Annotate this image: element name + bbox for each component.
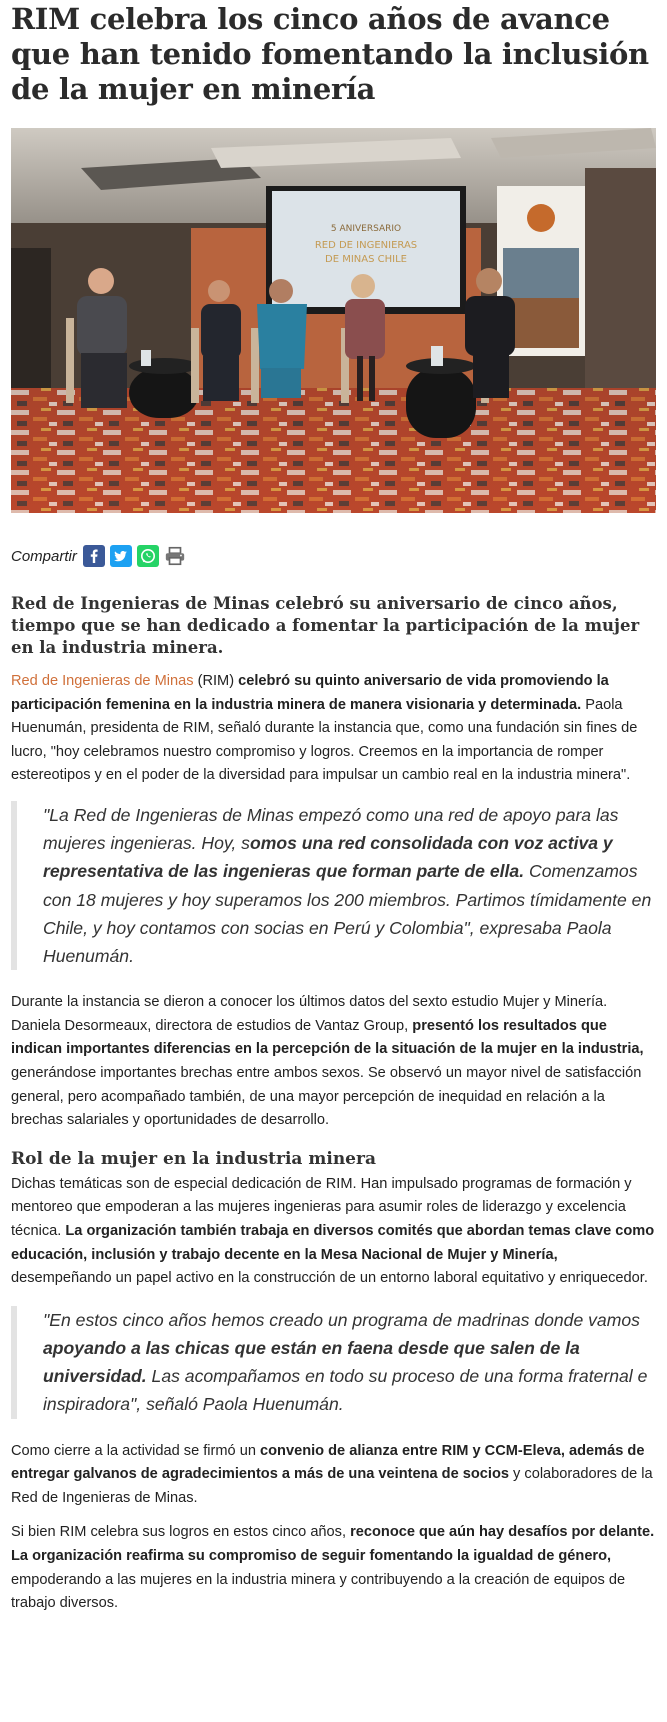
quote-2: "En estos cinco años hemos creado un programa de madrinas donde vamos apoyando a las chicas que están en faena desde que salen de la universidad. Las acompañamos en todo su proceso de una forma fraternal e inspiradora", señaló Paola Huenumán. [11, 1306, 656, 1419]
paragraph-3: Dichas temáticas son de especial dedicación de RIM. Han impulsado programas de formación y mentoreo que empoderan a las mujeres ingenieras para asumir roles de liderazgo y excelencia técnica. La organización también trabaja en diversos comités que abordan temas clave como educación, inclusión y trabajo decente en la Mesa Nacional de Mujer y Minería, desempeñando un papel activo en la construcción de un entorno laboral equitativo y enriquecedor. [11, 1175, 655, 1287]
article-lead: Red de Ingenieras de Minas celebró su aniversario de cinco años, tiempo que se han dedicado a fomentar la participación de la mujer en la industria minera. [11, 594, 640, 657]
paragraph-4: Como cierre a la actividad se firmó un convenio de alianza entre RIM y CCM-Eleva, además de entregar galvanos de agradecimientos a más de una veintena de socios y colaboradores de la Red de Ingenieras de Minas. [11, 1442, 653, 1506]
paragraph-1: Red de Ingenieras de Minas (RIM) celebró su quinto aniversario de vida promoviendo la participación femenina en la industria minera de manera visionaria y determinada. Paola Huenumán, presidenta de RIM, señaló durante la instancia que, como una fundación sin fines de lucro, "hoy celebramos nuestro compromiso y logros. Creemos en la importancia de romper estereotipos y en el poder de la diversidad para impulsar un cambio real en la industria minera". [11, 673, 638, 784]
screen-text-3: DE MINAS CHILE [325, 254, 407, 265]
screen-text-2: RED DE INGENIERAS [314, 240, 418, 251]
twitter-icon[interactable] [110, 545, 132, 567]
paragraph-2: Durante la instancia se dieron a conocer los últimos datos del sexto estudio Mujer y Minería. Daniela Desormeaux, directora de estudios de Vantaz Group, presentó los resultados que indican importantes diferencias en la percepción de la situación de la mujer en la industria, generándose importantes brechas entre ambos sexos. Se observó un mayor nivel de satisfacción general, pero acompañado también, de una mayor percepción de inequidad en relación a la brechas salariales y oportunidades de desarrollo. [11, 994, 644, 1129]
quote-1: "La Red de Ingenieras de Minas empezó como una red de apoyo para las mujeres ingenieras. Hoy, somos una red consolidada con voz activa y representativa de las ingenieras que forman parte de ella. Comenzamos con 18 mujeres y hoy superamos los 200 miembros. Partimos tímidamente en Chile, y hoy contamos con socias en Perú y Colombia", expresaba Paola Huenumán. [11, 801, 656, 970]
share-bar [11, 543, 656, 569]
hero-photo [11, 128, 656, 513]
article [11, 0, 656, 1616]
screen-text-1: 5 ANIVERSARIO [330, 224, 402, 234]
facebook-icon[interactable] [83, 545, 105, 567]
whatsapp-icon[interactable] [137, 545, 159, 567]
article-title: RIM celebra los cinco años de avance que han tenido fomentando la inclusión de la mujer en minería [11, 2, 649, 106]
section-heading: Rol de la mujer en la industria minera [11, 1148, 376, 1169]
paragraph-5: Si bien RIM celebra sus logros en estos cinco años, reconoce que aún hay desafíos por delante. La organización reafirma su compromiso de seguir fomentando la igualdad de género, empoderando a las mujeres en la industria minera y contribuyendo a la creación de equipos de trabajo diversos. [11, 1524, 655, 1612]
share-label: Compartir [11, 547, 77, 565]
rim-link[interactable]: Red de Ingenieras de Minas [11, 673, 194, 689]
panel-event-illustration [11, 128, 656, 513]
print-icon[interactable] [164, 545, 186, 567]
